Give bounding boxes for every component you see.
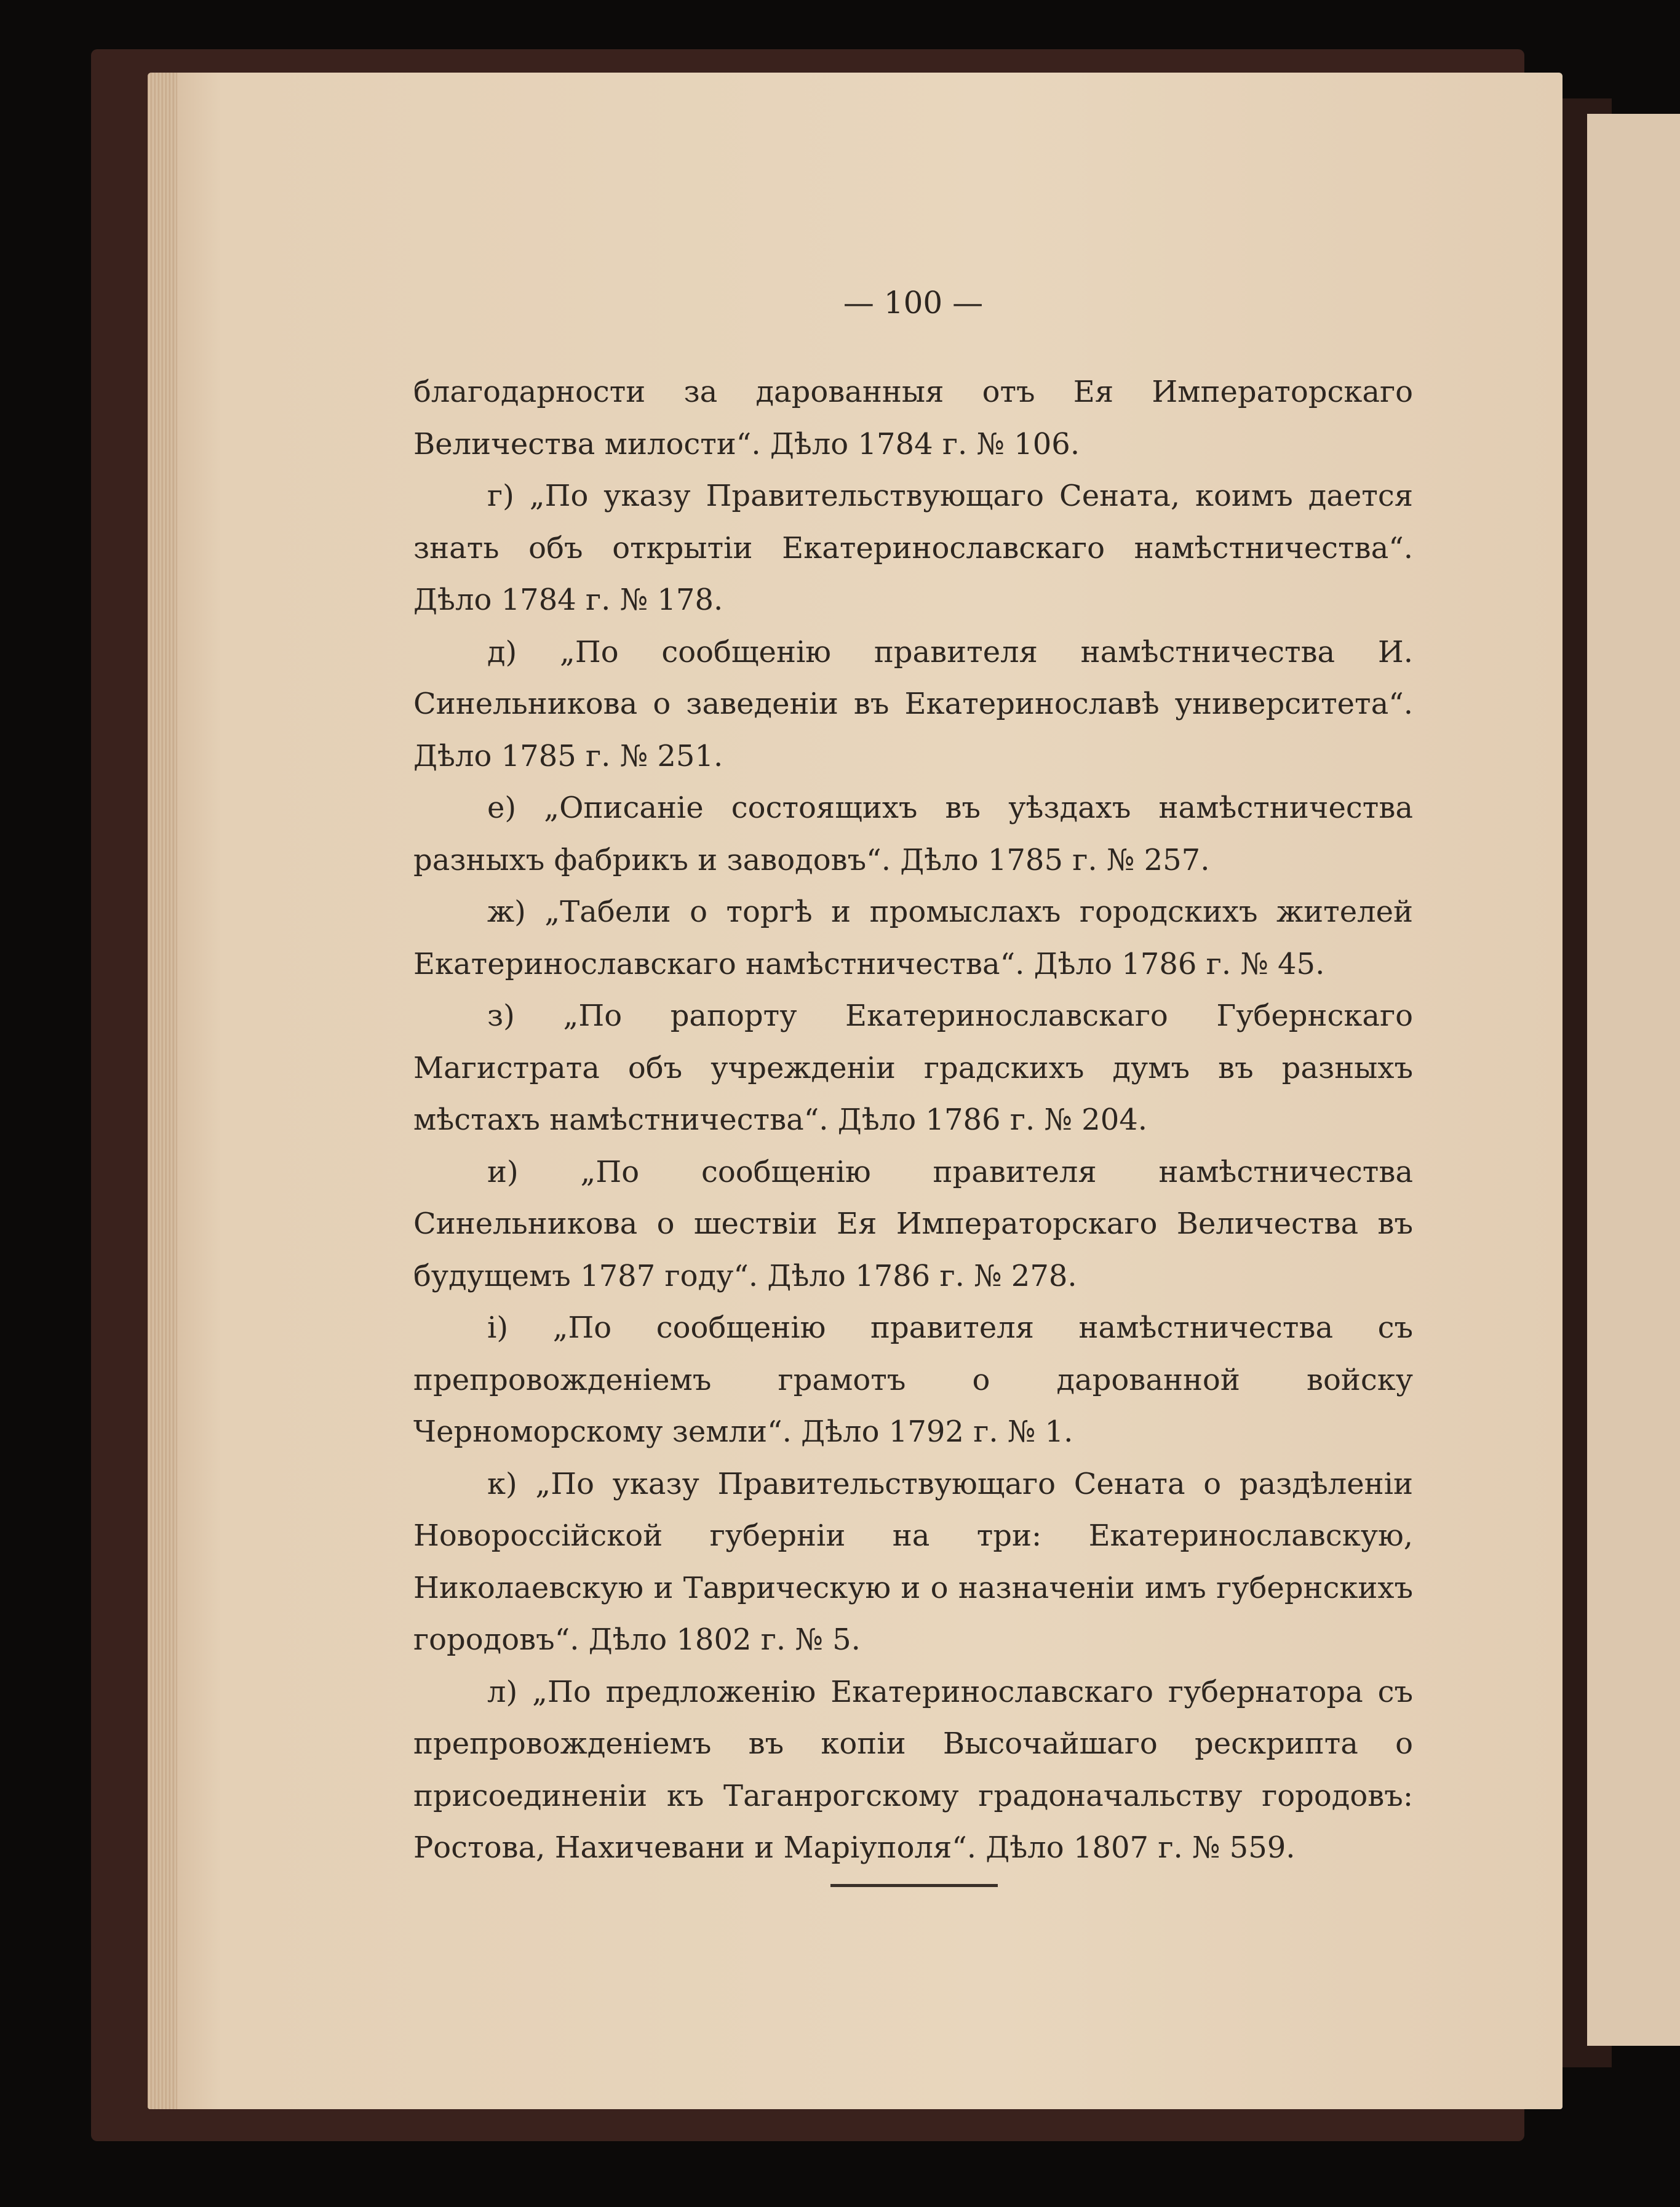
entry-zh: ж) „Табели о торгѣ и промыслахъ городскихъ жителей Екатеринославскаго намѣстничества“. Дѣло 1786 г. № 45. (413, 895, 1413, 981)
entry-z: з) „По рапорту Екатеринославскаго Губернскаго Магистрата объ учрежденіи градскихъ думъ въ разныхъ мѣстахъ намѣстничества“. Дѣло 1786 г. № 204. (413, 999, 1413, 1137)
entry-i-decimal: і) „По сообщенію правителя намѣстничества съ препровожденіемъ грамотъ о дарованной войску Черноморскому земли“. Дѣло 1792 г. № 1. (413, 1311, 1413, 1449)
entries-list (413, 366, 1413, 1874)
entry-l: л) „По предложенію Екатеринославскаго губернатора съ препровожденіемъ въ копіи Высочайшаго рескрипта о присоединеніи къ Таганрогскому градоначальству городовъ: Ростова, Нахичевани и Маріуполя“. Дѣло 1807 г. № 559. (413, 1674, 1413, 1865)
entry-continuation: благодарности за дарованныя отъ Ея Императорскаго Величества милости“. Дѣло 1784 г. № 106. (413, 375, 1413, 461)
entry-d: д) „По сообщенію правителя намѣстничества И. Синельникова о заведеніи въ Екатеринославѣ университета“. Дѣло 1785 г. № 251. (413, 634, 1413, 773)
page-edges (148, 73, 177, 2109)
entry-k: к) „По указу Правительствующаго Сената о раздѣленіи Новороссійской губерніи на три: Екатеринославскую, Николаевскую и Таврическую и о назначеніи имъ губернскихъ городовъ“. Дѣло 1802 г. № 5. (413, 1466, 1413, 1657)
page-number: — 100 — (843, 285, 984, 321)
facing-page (1587, 114, 1680, 2046)
entry-g: г) „По указу Правительствующаго Сената, коимъ дается знать объ открытіи Екатеринославскаго намѣстничества“. Дѣло 1784 г. № 178. (413, 479, 1413, 617)
end-rule (830, 1884, 998, 1887)
entry-i: и) „По сообщенію правителя намѣстничества Синельникова о шествіи Ея Императорскаго Величества въ будущемъ 1787 году“. Дѣло 1786 г. № 278. (413, 1154, 1413, 1293)
entry-e: е) „Описаніе состоящихъ въ уѣздахъ намѣстничества разныхъ фабрикъ и заводовъ“. Дѣло 1785 г. № 257. (413, 791, 1413, 877)
